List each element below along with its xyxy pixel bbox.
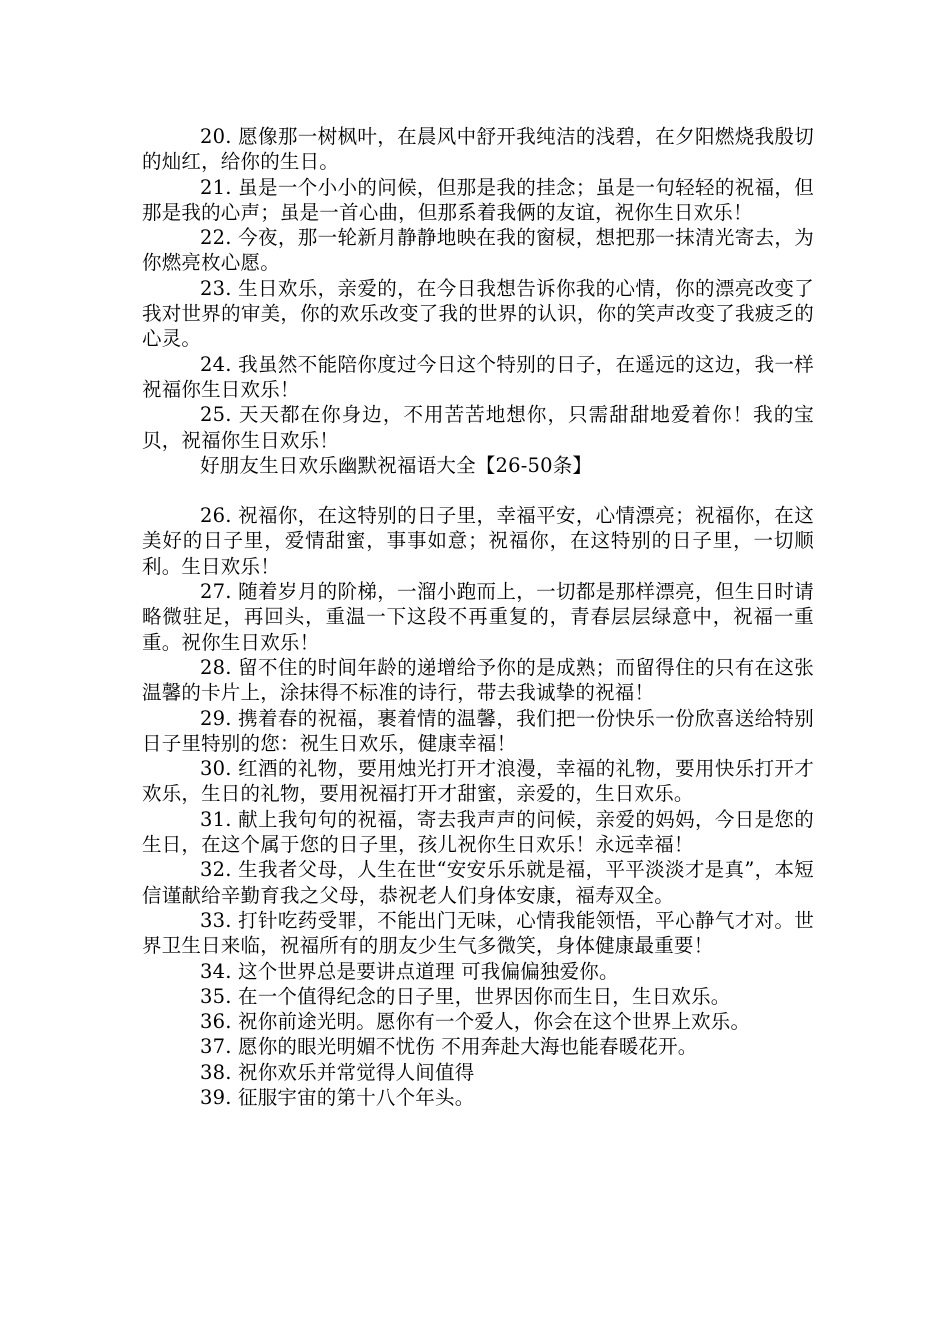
paragraph-37: 37. 愿你的眼光明媚不忧伤 不用奔赴大海也能春暖花开。	[200, 1035, 698, 1059]
paragraph-33: 33. 打针吃药受罪，不能出门无味，心情我能领悟，平心静气才对。世界卫生日来临，祝福所有的朋友少生气多微笑，身体健康最重要！	[142, 908, 814, 958]
paragraph-34: 34. 这个世界总是要讲点道理 可我偏偏独爱你。	[200, 959, 619, 983]
paragraph-21: 21. 虽是一个小小的问候，但那是我的挂念；虽是一句轻轻的祝福，但那是我的心声；虽是一首心曲，但那系着我俩的友谊，祝你生日欢乐！	[142, 175, 814, 224]
paragraph-25: 25. 天天都在你身边，不用苦苦地想你，只需甜甜地爱着你！我的宝贝，祝福你生日欢乐！	[142, 403, 814, 452]
document-body	[142, 124, 814, 1110]
paragraph-20: 20. 愿像那一树枫叶，在晨风中舒开我纯洁的浅碧，在夕阳燃烧我殷切的灿红，给你的生日。	[142, 125, 814, 174]
paragraph-30: 30. 红酒的礼物，要用烛光打开才浪漫，幸福的礼物，要用快乐打开才欢乐，生日的礼物，要用祝福打开才甜蜜，亲爱的，生日欢乐。	[142, 757, 814, 806]
paragraph-28: 28. 留不住的时间年龄的递增给予你的是成熟；而留得住的只有在这张温馨的卡片上，涂抹得不标准的诗行，带去我诚挚的祝福！	[142, 655, 814, 705]
paragraph-36: 36. 祝你前途光明。愿你有一个爱人，你会在这个世界上欢乐。	[200, 1010, 751, 1034]
paragraph-29: 29. 携着春的祝福，裹着情的温馨，我们把一份快乐一份欣喜送给特别日子里特别的您：祝生日欢乐，健康幸福！	[142, 706, 814, 755]
paragraph-22: 22. 今夜，那一轮新月静静地映在我的窗棂，想把那一抹清光寄去，为你燃亮枚心愿。	[142, 226, 814, 275]
paragraph-23: 23. 生日欢乐，亲爱的，在今日我想告诉你我的心情，你的漂亮改变了我对世界的审美，你的欢乐改变了我的世界的认识，你的笑声改变了我疲乏的心灵。	[142, 276, 814, 351]
section-heading: 好朋友生日欢乐幽默祝福语大全【26-50条】	[200, 453, 593, 477]
paragraph-26: 26. 祝福你，在这特别的日子里，幸福平安，心情漂亮；祝福你，在这美好的日子里，爱情甜蜜，事事如意；祝福你，在这特别的日子里，一切顺利。生日欢乐！	[142, 504, 814, 578]
paragraph-24: 24. 我虽然不能陪你度过今日这个特别的日子，在遥远的这边，我一样祝福你生日欢乐！	[142, 352, 814, 401]
paragraph-32: 32. 生我者父母，人生在世“安安乐乐就是福，平平淡淡才是真”，本短信谨献给辛勤育我之父母，恭祝老人们身体安康，福寿双全。	[142, 858, 814, 907]
paragraph-27: 27. 随着岁月的阶梯，一溜小跑而上，一切都是那样漂亮，但生日时请略微驻足，再回头，重温一下这段不再重复的，青春层层绿意中，祝福一重重。祝你生日欢乐！	[142, 580, 814, 654]
paragraph-31: 31. 献上我句句的祝福，寄去我声声的问候，亲爱的妈妈，今日是您的生日，在这个属于您的日子里，孩儿祝你生日欢乐！永远幸福！	[142, 807, 814, 857]
paragraph-35: 35. 在一个值得纪念的日子里，世界因你而生日，生日欢乐。	[200, 984, 731, 1008]
paragraph-38: 38. 祝你欢乐并常觉得人间值得	[200, 1060, 475, 1084]
paragraph-39: 39. 征服宇宙的第十八个年头。	[200, 1085, 475, 1109]
